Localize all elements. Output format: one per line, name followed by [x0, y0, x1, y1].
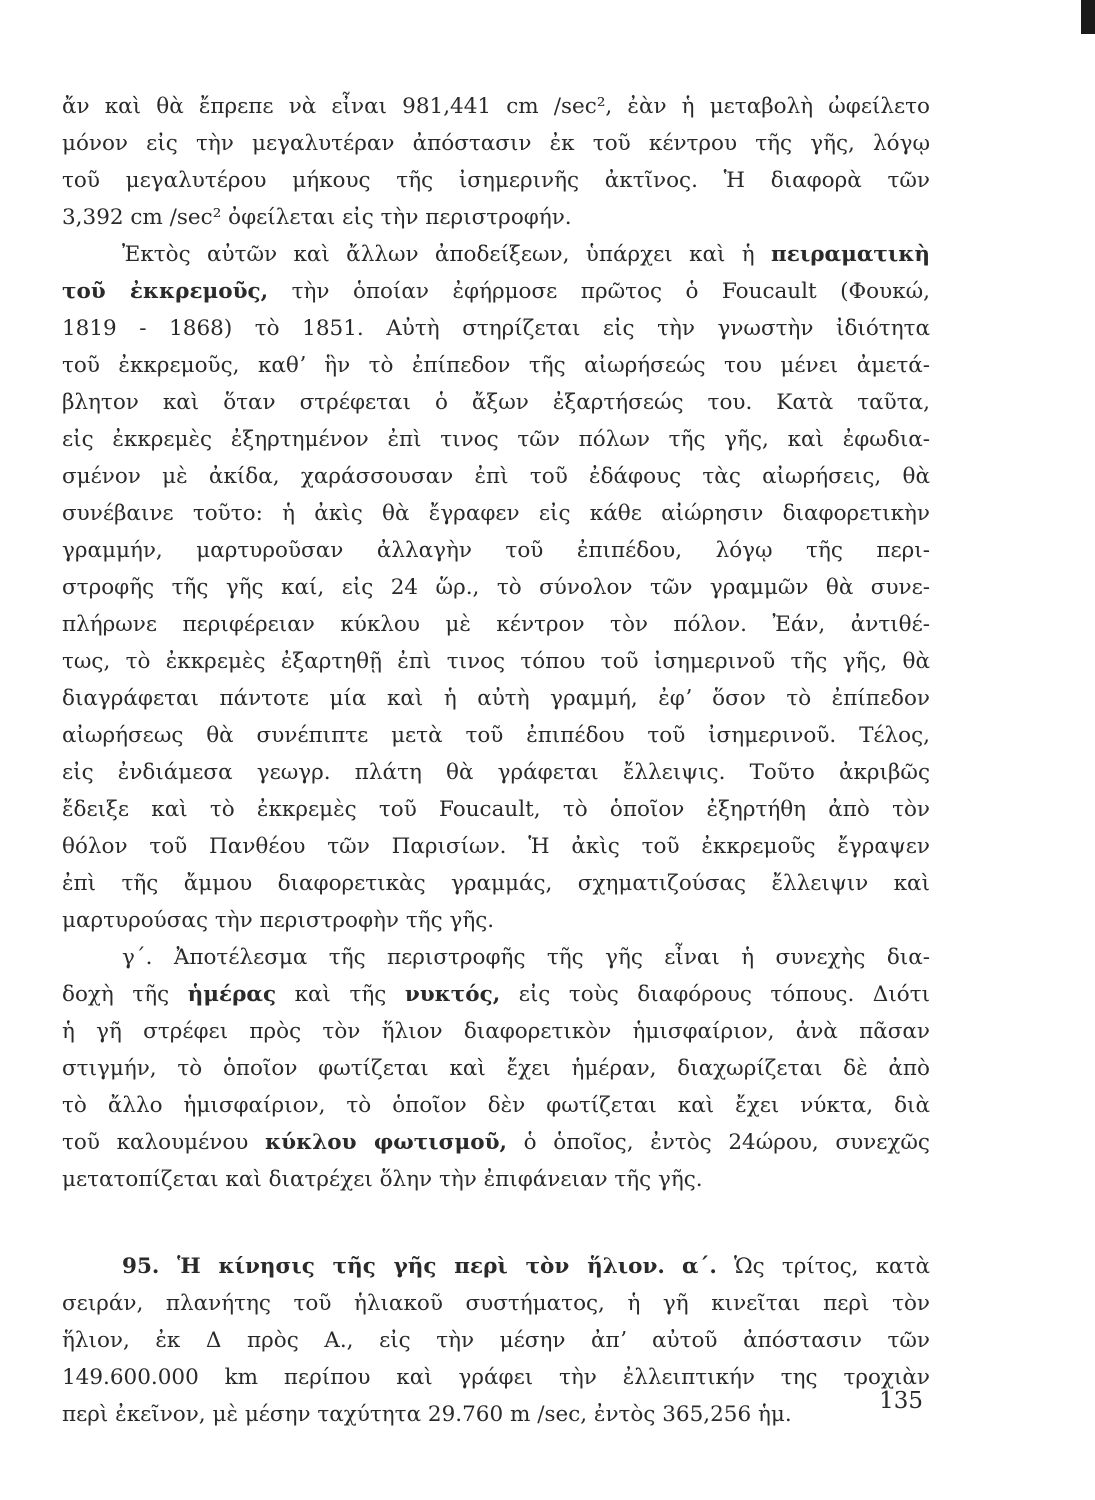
text-line: Ἐκτὸς αὐτῶν καὶ ἄλλων ἀποδείξεων, ὑπάρχει καὶ ἡ πειραματικὴ [122, 242, 930, 267]
text-line: διαγράφεται πάντοτε μία καὶ ἡ αὐτὴ γραμμή, ἐφʼ ὅσον τὸ ἐπίπεδον [62, 686, 930, 711]
section-gap [62, 1198, 930, 1248]
text-line: στιγμήν, τὸ ὁποῖον φωτίζεται καὶ ἔχει ἡμέραν, διαχωρίζεται δὲ ἀπὸ [62, 1056, 930, 1081]
text-line: στροφῆς τῆς γῆς καί, εἰς 24 ὥρ., τὸ σύνολον τῶν γραμμῶν θὰ συνε- [62, 575, 930, 600]
text-line: γραμμήν, μαρτυροῦσαν ἀλλαγὴν τοῦ ἐπιπέδου, λόγῳ τῆς περι- [62, 538, 930, 563]
text-line: 1819 - 1868) τὸ 1851. Αὐτὴ στηρίζεται εἰς τὴν γνωστὴν ἰδιότητα [62, 316, 930, 341]
text-line: θόλον τοῦ Πανθέου τῶν Παρισίων. Ἡ ἀκὶς τοῦ ἐκκρεμοῦς ἔγραψεν [62, 834, 930, 859]
scan-edge-mark [1081, 0, 1095, 34]
paragraph-3 [62, 939, 930, 1198]
bold-term: πειραματικὴ [771, 242, 930, 267]
text-line: ἐπὶ τῆς ἄμμου διαφορετικὰς γραμμάς, σχηματιζούσας ἔλλειψιν καὶ [62, 871, 930, 896]
text-line: γ΄. Ἀποτέλεσμα τῆς περιστροφῆς τῆς γῆς εἶναι ἡ συνεχὴς δια- [122, 945, 930, 970]
text-line: μαρτυρούσας τὴν περιστροφὴν τῆς γῆς. [62, 908, 495, 933]
text-line: τὸ ἄλλο ἡμισφαίριον, τὸ ὁποῖον δὲν φωτίζεται καὶ ἔχει νύκτα, διὰ [62, 1093, 930, 1118]
bold-term: ἡμέρας [187, 982, 277, 1007]
bold-term: κύκλου φωτισμοῦ, [265, 1130, 507, 1155]
section-heading: 95. Ἡ κίνησις τῆς γῆς περὶ τὸν ἥλιον. [122, 1254, 665, 1279]
text-line: πλήρωνε περιφέρειαν κύκλου μὲ κέντρον τὸν πόλον. Ἐάν, ἀντιθέ- [62, 612, 930, 637]
text-line: τοῦ μεγαλυτέρου μήκους τῆς ἰσημερινῆς ἀκτῖνος. Ἡ διαφορὰ τῶν [62, 168, 930, 193]
subsection-label: α΄. [682, 1254, 717, 1279]
text-line: εἰς ἐνδιάμεσα γεωγρ. πλάτη θὰ γράφεται ἔλλειψις. Τοῦτο ἀκριβῶς [62, 760, 930, 785]
text-line: 3,392 cm /sec² ὀφείλεται εἰς τὴν περιστροφήν. [62, 205, 572, 230]
paragraph-2 [62, 236, 930, 939]
text-line: τως, τὸ ἐκκρεμὲς ἐξαρτηθῇ ἐπὶ τινος τόπου τοῦ ἰσημερινοῦ τῆς γῆς, θὰ [62, 649, 930, 674]
page-number: 135 [879, 1388, 923, 1414]
text-line: εἰς ἐκκρεμὲς ἐξηρτημένον ἐπὶ τινος τῶν πόλων τῆς γῆς, καὶ ἐφωδια- [62, 427, 930, 452]
section-heading-line: 95. Ἡ κίνησις τῆς γῆς περὶ τὸν ἥλιον. α΄. Ὡς τρίτος, κατὰ [122, 1254, 930, 1279]
text-line: τοῦ ἐκκρεμοῦς, τὴν ὁποίαν ἐφήρμοσε πρῶτος ὁ Foucault (Φουκώ, [62, 279, 930, 304]
text-line: περὶ ἐκεῖνον, μὲ μέσην ταχύτητα 29.760 m /sec, ἐντὸς 365,256 ἡμ. [62, 1402, 792, 1427]
text-line: 149.600.000 km περίπου καὶ γράφει τὴν ἐλλειπτικήν της τροχιὰν [62, 1365, 930, 1390]
bold-term: τοῦ ἐκκρεμοῦς, [62, 279, 269, 304]
text-line: βλητον καὶ ὅταν στρέφεται ὁ ἄξων ἐξαρτήσεώς του. Κατὰ ταῦτα, [62, 390, 930, 415]
bold-term: νυκτός, [404, 982, 501, 1007]
text-line: τοῦ ἐκκρεμοῦς, καθʼ ἣν τὸ ἐπίπεδον τῆς αἰωρήσεώς του μένει ἀμετά- [62, 353, 930, 378]
text-line: σμένον μὲ ἀκίδα, χαράσσουσαν ἐπὶ τοῦ ἐδάφους τὰς αἰωρήσεις, θὰ [62, 464, 930, 489]
text-line: ἔδειξε καὶ τὸ ἐκκρεμὲς τοῦ Foucault, τὸ ὁποῖον ἐξηρτήθη ἀπὸ τὸν [62, 797, 930, 822]
section-95 [62, 1248, 930, 1433]
text-line: ἡ γῆ στρέφει πρὸς τὸν ἥλιον διαφορετικὸν ἡμισφαίριον, ἀνὰ πᾶσαν [62, 1019, 930, 1044]
text-line: δοχὴ τῆς ἡμέρας καὶ τῆς νυκτός, εἰς τοὺς διαφόρους τόπους. Διότι [62, 982, 931, 1007]
page-body [62, 88, 930, 1433]
text-line: συνέβαινε τοῦτο: ἡ ἀκὶς θὰ ἔγραφεν εἰς κάθε αἰώρησιν διαφορετικὴν [62, 501, 930, 526]
text-line: ἥλιον, ἐκ Δ πρὸς Α., εἰς τὴν μέσην ἀπʼ αὐτοῦ ἀπόστασιν τῶν [62, 1328, 930, 1353]
text-line: σειράν, πλανήτης τοῦ ἡλιακοῦ συστήματος, ἡ γῆ κινεῖται περὶ τὸν [62, 1291, 930, 1316]
text-line: μόνον εἰς τὴν μεγαλυτέραν ἀπόστασιν ἐκ τοῦ κέντρου τῆς γῆς, λόγῳ [62, 131, 930, 156]
text-line: ἄν καὶ θὰ ἔπρεπε νὰ εἶναι 981,441 cm /sec², ἐὰν ἡ μεταβολὴ ὠφείλετο [62, 94, 930, 119]
text-line: μετατοπίζεται καὶ διατρέχει ὅλην τὴν ἐπιφάνειαν τῆς γῆς. [62, 1167, 703, 1192]
paragraph-1 [62, 88, 930, 236]
text-line: τοῦ καλουμένου κύκλου φωτισμοῦ, ὁ ὁποῖος, ἐντὸς 24ώρου, συνεχῶς [62, 1130, 930, 1155]
text-line: αἰωρήσεως θὰ συνέπιπτε μετὰ τοῦ ἐπιπέδου τοῦ ἰσημερινοῦ. Τέλος, [62, 723, 930, 748]
